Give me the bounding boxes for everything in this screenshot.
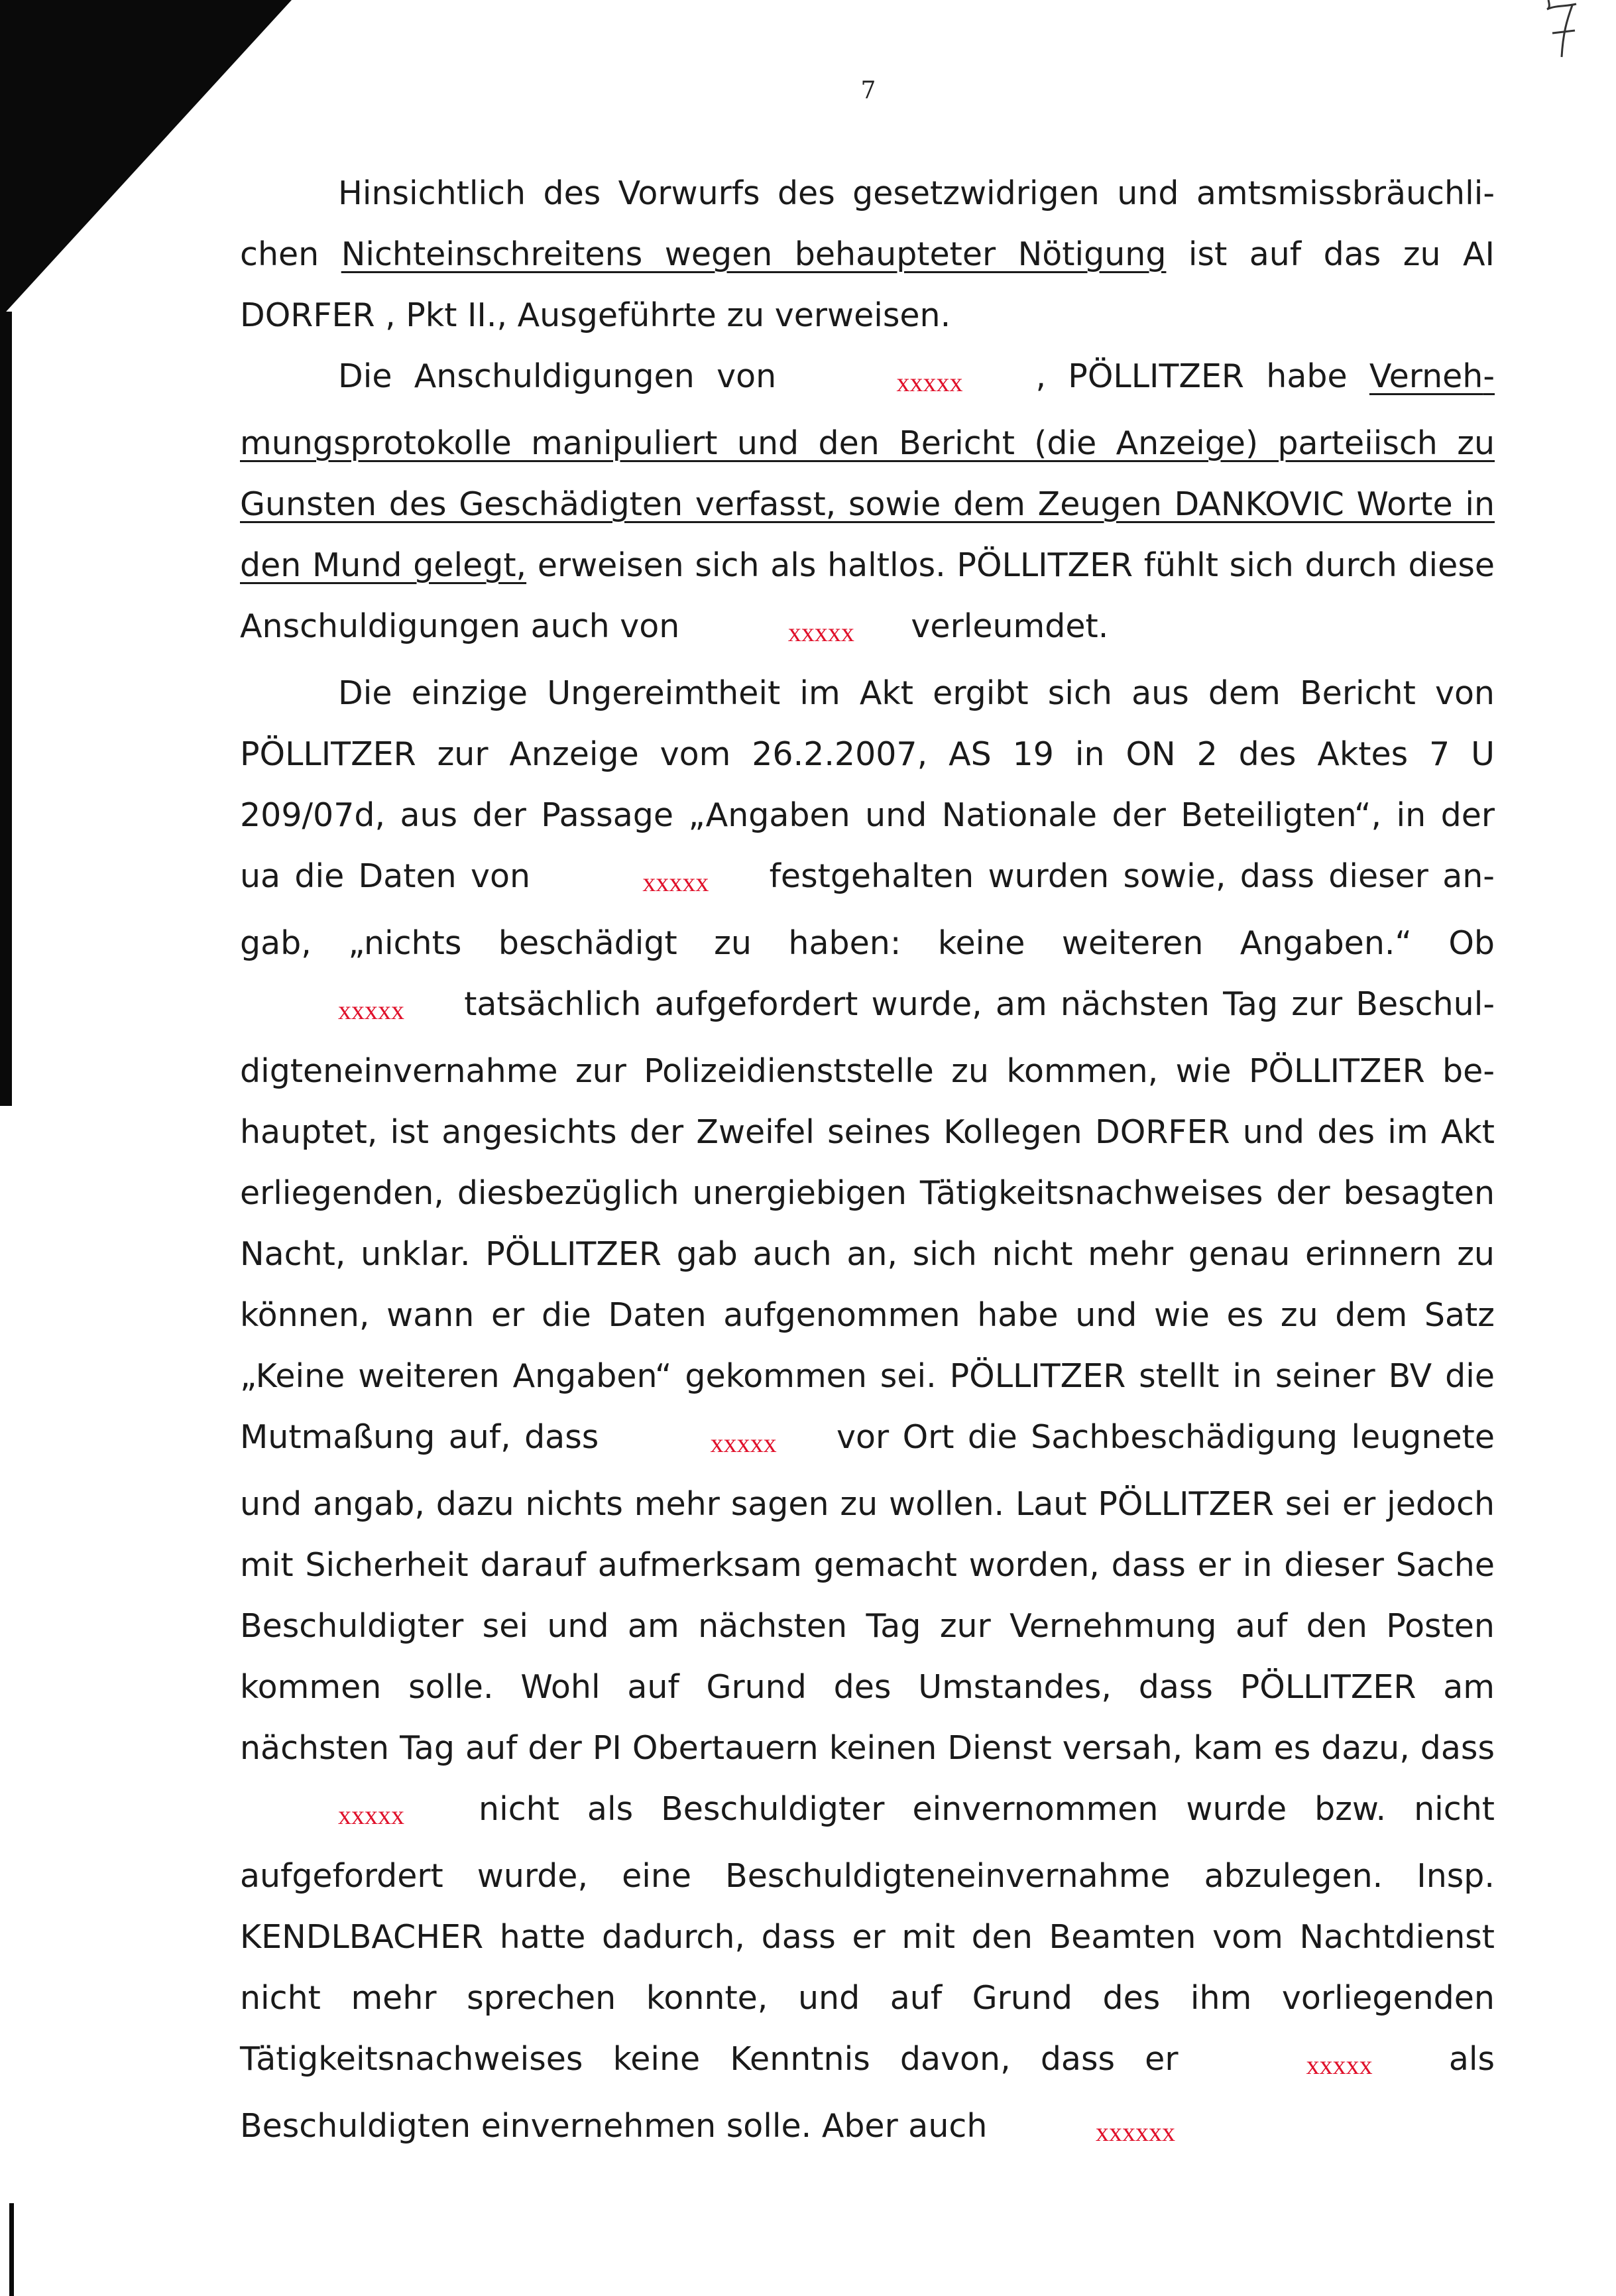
- redaction-mark: xxxxx: [338, 995, 404, 1025]
- text-run: festgehalten wurden sowie, dass dieser angab, „nichts beschädigt zu haben: keine weiteren Angaben.“ Ob: [240, 857, 1495, 962]
- paragraph-2: [240, 346, 1495, 663]
- text-run: erweisen sich als haltlos. PÖLLITZER fühlt sich durch diese Anschuldigungen auch von: [240, 546, 1495, 645]
- underlined-text: Vernehmungsprotokolle manipuliert und den Bericht (die Anzeige) parteiisch zu Gunsten des Geschädigten verfasst, sowie dem Zeugen DANKOVIC Worte in den Mund gelegt,: [240, 357, 1495, 584]
- text-run: Die Anschuldigungen von: [338, 357, 799, 395]
- text-run: , PÖLLITZER habe: [1035, 357, 1369, 395]
- scan-shadow-edge: [0, 312, 12, 1106]
- paragraph-1: [240, 163, 1495, 346]
- redaction-mark: xxxxx: [642, 867, 709, 897]
- document-body: [240, 163, 1495, 2163]
- text-run: tatsächlich aufgefordert wurde, am nächsten Tag zur Beschuldigteneinvernahme zur Polizeidienststelle zu kommen, wie PÖLLITZER behauptet, ist angesichts der Zweifel seines Kollegen DORFER und des im Akt erliegenden, diesbezüglich unergiebigen Tätigkeitsnachweises der besagten Nacht, unklar. PÖLLITZER gab auch an, sich nicht mehr genau erinnern zu können, wann er die Daten aufgenommen habe und wie es zu dem Satz „Keine weiteren Angaben“ gekommen sei. PÖLLITZER stellt in seiner BV die Mutmaßung auf, dass: [240, 985, 1495, 1456]
- text-run: vor Ort die Sachbeschädigung leugnete und angab, dazu nichts mehr sagen zu wollen. Laut PÖLLITZER sei er jedoch mit Sicherheit darauf aufmerksam gemacht worden, dass er in dieser Sache Beschuldigter sei und am nächsten Tag zur Vernehmung auf den Posten kommen solle. Wohl auf Grund des Umstandes, dass PÖLLITZER am nächsten Tag auf der PI Obertauern keinen Dienst versah, kam es dazu, dass: [240, 1418, 1495, 1767]
- redaction-mark: xxxxx: [787, 617, 854, 647]
- redaction-mark: xxxxx: [338, 1800, 404, 1830]
- redaction-mark: xxxxx: [1306, 2050, 1373, 2080]
- paragraph-3: [240, 663, 1495, 2163]
- redaction-mark: xxxxxx: [1095, 2117, 1175, 2147]
- text-run: Die einzige Ungereimtheit im Akt ergibt sich aus dem Bericht von PÖLLITZER zur Anzeige vom 26.2.2007, AS 19 in ON 2 des Aktes 7 U 209/07d, aus der Passage „Angaben und Nationale der Beteiligten“, in der ua die Daten von: [240, 674, 1495, 895]
- redaction-mark: xxxxx: [710, 1428, 777, 1458]
- handwritten-page-mark: [1543, 0, 1583, 60]
- redaction-mark: xxxxx: [896, 367, 963, 397]
- text-run: Hinsichtlich des Vorwurfs des gesetzwidrigen und amtsmissbräuchlichen: [240, 174, 1495, 273]
- text-run: nicht als Beschuldigter einvernommen wurde bzw. nicht aufgefordert wurde, eine Beschuldigteneinvernahme abzulegen. Insp. KENDLBACHER hatte dadurch, dass er mit den Beamten vom Nachtdienst nicht mehr sprechen konnte, und auf Grund des ihm vorliegenden Tätigkeitsnachweises keine Kenntnis davon, dass er: [240, 1790, 1495, 2078]
- text-run: ist auf das zu AI DORFER , Pkt II., Ausgeführte zu verweisen.: [240, 235, 1495, 334]
- page-number: 7: [860, 77, 876, 104]
- text-run: verleumdet.: [900, 607, 1109, 645]
- underlined-text: Nichteinschreitens wegen behaupteter Nötigung: [341, 235, 1167, 273]
- scan-shadow-edge-lower: [9, 2203, 14, 2296]
- text-run: als Beschuldigten einvernehmen solle. Aber auch: [240, 2040, 1495, 2145]
